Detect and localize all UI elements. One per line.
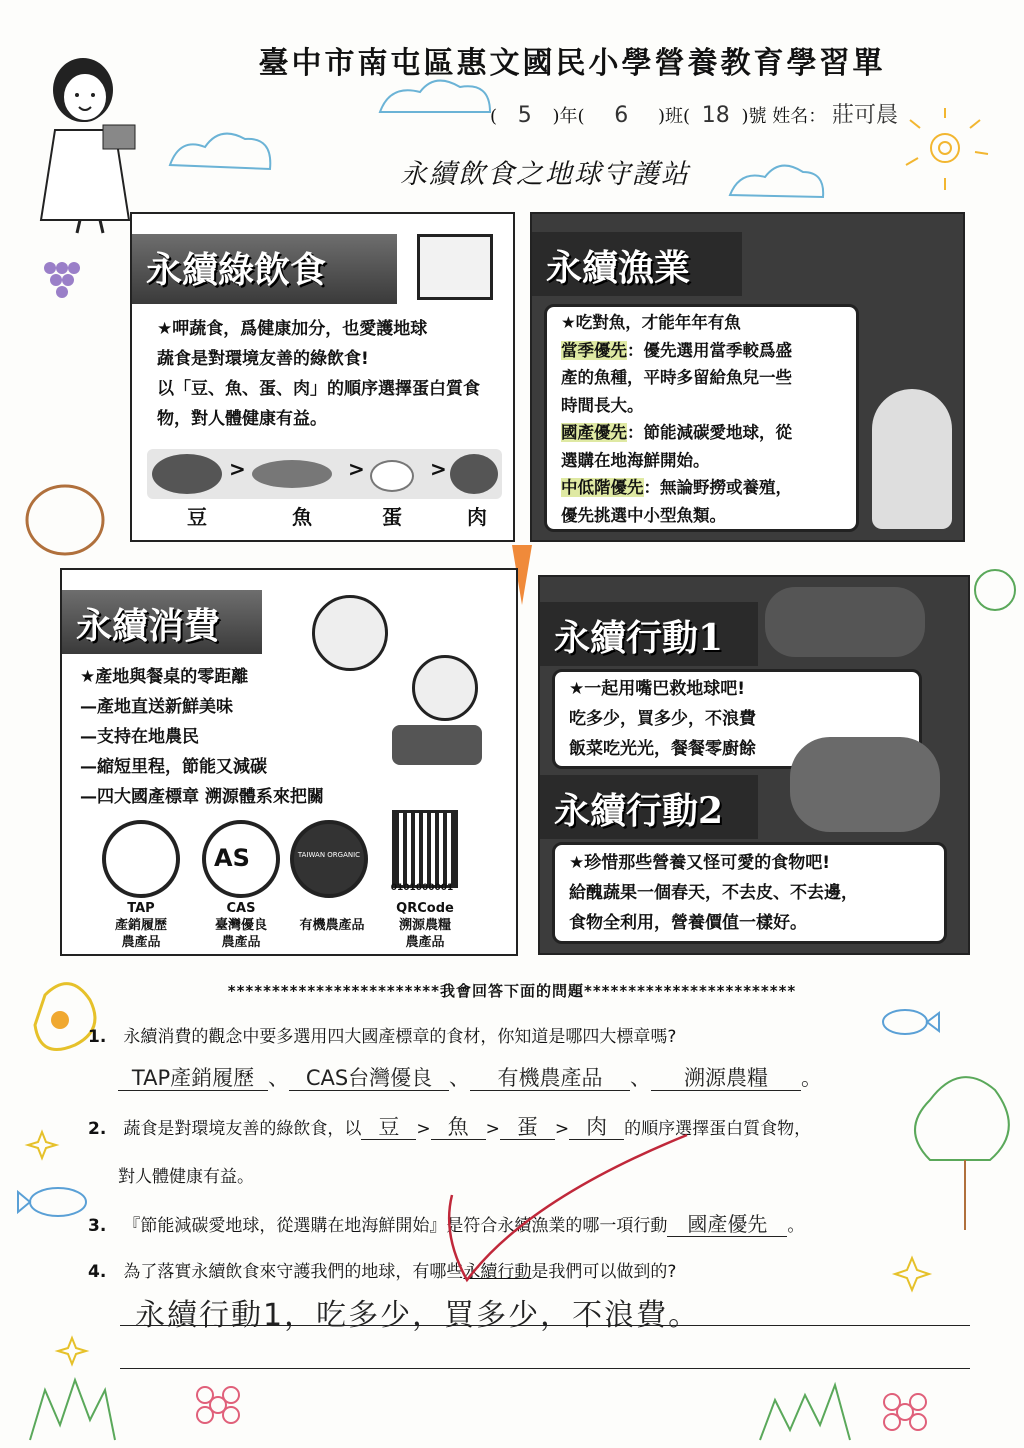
answer-line-1 xyxy=(120,1325,970,1326)
fishery-panel xyxy=(530,212,965,542)
q1-sep-2: 、 xyxy=(449,1066,470,1090)
food-label-bean: 豆 xyxy=(187,505,207,529)
fishery-text-box xyxy=(544,304,859,532)
meat-food-icon xyxy=(450,454,498,494)
low-trophic-text: ：無論野撈或養殖， xyxy=(643,478,792,497)
fishery-line-1: ★吃對魚，才能年年有魚 xyxy=(561,313,741,332)
seat-number-label: )號 姓名： xyxy=(741,106,827,127)
cert-code-tap: TAP xyxy=(127,901,155,916)
qr-code-number: 0101000001 xyxy=(390,883,454,893)
arrow-2: > xyxy=(348,457,365,481)
cloud-icon xyxy=(380,81,490,112)
question-1-number: 1. xyxy=(88,1027,107,1047)
arrow-3: > xyxy=(430,457,447,481)
ugly-vegetables-illustration xyxy=(790,737,940,832)
question-1 xyxy=(88,1025,676,1049)
fish-food-icon xyxy=(252,460,332,488)
q1-answer-3: 有機農產品 xyxy=(470,1066,630,1091)
grade-label: )年( xyxy=(552,106,585,127)
cas-logo-icon xyxy=(202,820,280,898)
sun-icon xyxy=(906,108,988,190)
low-trophic-key: 中低階優先 xyxy=(561,478,644,497)
q1-answer-4: 溯源農糧 xyxy=(651,1066,801,1091)
green-diet-banner: 永續綠飲食 xyxy=(132,234,397,304)
domestic-first-text: ：節能減碳愛地球，從 xyxy=(627,423,792,442)
consumption-line-1: ★產地與餐桌的零距離 xyxy=(80,667,249,687)
green-diet-line-1: ★呷蔬食，爲健康加分，也愛護地球 xyxy=(157,319,428,339)
question-4-text-b: 是我們可以做到的? xyxy=(531,1262,677,1282)
q2-arrow-2: > xyxy=(485,1119,500,1139)
q1-sep-1: 、 xyxy=(268,1066,289,1090)
cert-label-tap-1: 產銷履歷 xyxy=(114,918,167,933)
cert-label-organic: 有機農產品 xyxy=(299,918,365,933)
class-value: 6 xyxy=(614,103,629,128)
food-label-egg: 蛋 xyxy=(382,505,402,529)
class-label: )班( xyxy=(658,106,691,127)
q2-answer-2: 魚 xyxy=(431,1115,486,1140)
question-1-answers xyxy=(118,1066,822,1091)
answer-line-2 xyxy=(120,1368,970,1369)
food-label-meat: 肉 xyxy=(467,505,487,529)
action-2-line-1: ★珍惜那些營養又怪可愛的食物吧! xyxy=(569,853,830,873)
cert-label-qr-2: 農產品 xyxy=(405,935,445,950)
fishery-line-6: 選購在地海鮮開始。 xyxy=(561,450,710,470)
tap-logo-icon xyxy=(102,820,180,898)
question-3-number: 3. xyxy=(88,1216,107,1236)
action-2-line-2: 給醜蔬果一個春天，不去皮、不去邊， xyxy=(569,883,858,903)
cas-logo-mark: AS xyxy=(214,844,250,872)
q1-answer-1: TAP產銷履歷 xyxy=(118,1066,268,1091)
tree-icon xyxy=(915,1077,1009,1230)
cert-label-tap-2: 農產品 xyxy=(121,935,161,950)
q2-arrow-1: > xyxy=(416,1119,431,1139)
action-2-text-box xyxy=(552,842,947,944)
action-2-line-3: 食物全利用，營養價值一樣好。 xyxy=(569,913,807,933)
girl-illustration xyxy=(872,389,952,529)
egg-food-icon xyxy=(370,460,414,492)
cloud-icon xyxy=(730,166,823,197)
organic-logo-mark: TAIWAN ORGANIC xyxy=(297,851,361,859)
student-name-value: 莊可晨 xyxy=(832,103,899,128)
consumption-line-5: —四大國產標章 溯源體系來把關 xyxy=(80,787,324,807)
consumption-line-3: —支持在地農民 xyxy=(80,727,199,747)
question-2-number: 2. xyxy=(88,1119,107,1139)
consumption-line-2: —產地直送新鮮美味 xyxy=(80,697,233,717)
q4-answer: 永續行動1，吃多少，買多少，不浪費。 xyxy=(135,1298,701,1333)
green-diet-line-3: 以「豆、魚、蛋、肉」的順序選擇蛋白質食 xyxy=(157,379,480,399)
domestic-first-key: 國產優先 xyxy=(561,423,627,442)
question-2-text-b: 的順序選擇蛋白質食物， xyxy=(624,1119,812,1139)
cloud-icon xyxy=(170,134,270,169)
worksheet-title: 臺中市南屯區惠文國民小學營養教育學習單 xyxy=(258,46,886,81)
seasonal-first-text: ：優先選用當季較爲盛 xyxy=(627,340,792,360)
question-1-text: 永續消費的觀念中要多選用四大國產標章的食材，你知道是哪四大標章嗎? xyxy=(123,1027,677,1047)
question-3-text: 『節能減碳愛地球，從選購在地海鮮開始』是符合永續漁業的哪一項行動 xyxy=(123,1216,668,1236)
grass-icon xyxy=(760,1385,850,1440)
q3-answer: 國產優先 xyxy=(667,1212,787,1237)
action-1-line-3: 飯菜吃光光，餐餐零廚餘 xyxy=(569,739,756,759)
fishery-banner: 永續漁業 xyxy=(532,232,742,296)
cert-label-cas-1: 臺灣優良 xyxy=(214,918,267,933)
consumption-line-4: —縮短里程，節能又減碳 xyxy=(80,757,267,777)
q1-answer-2: CAS台灣優良 xyxy=(289,1066,449,1091)
green-diet-line-4: 物，對人體健康有益。 xyxy=(157,409,327,429)
cert-code-cas: CAS xyxy=(226,901,256,916)
q2-answer-1: 豆 xyxy=(361,1115,416,1140)
green-diet-panel xyxy=(130,212,515,542)
question-4-text-underlined: 永續行動 xyxy=(463,1262,532,1282)
grapes-icon xyxy=(44,262,80,298)
questions-divider: ************************我會回答下面的問題************************ xyxy=(227,982,797,1000)
question-2-text-a: 蔬食是對環境友善的綠飲食，以 xyxy=(123,1119,362,1139)
question-4-number: 4. xyxy=(88,1262,107,1282)
tofu-plate-icon xyxy=(152,454,222,494)
tree-icon xyxy=(975,570,1015,610)
question-3-end: 。 xyxy=(787,1216,805,1236)
grass-icon xyxy=(30,1380,115,1440)
q1-sep-3: 、 xyxy=(630,1066,651,1090)
cert-label-cas-2: 農產品 xyxy=(221,935,261,950)
question-4-text-a: 為了落實永續飲食來守護我們的地球，有哪些 xyxy=(123,1262,464,1282)
children-illustration xyxy=(765,587,925,657)
cert-label-qr-1: 溯源農糧 xyxy=(398,918,451,933)
worksheet-subtitle: 永續飲食之地球守護站 xyxy=(400,159,690,190)
farmer-illustration xyxy=(302,585,502,775)
question-2-text-c: 對人體健康有益。 xyxy=(118,1167,254,1187)
tofu-icon xyxy=(417,234,493,300)
q2-answer-4: 肉 xyxy=(569,1115,624,1140)
consumption-banner: 永續消費 xyxy=(62,590,262,654)
food-label-fish: 魚 xyxy=(292,505,312,529)
grading-check-mark xyxy=(440,1125,700,1285)
fishery-line-8: 優先挑選中小型魚類。 xyxy=(561,505,726,525)
q2-arrow-3: > xyxy=(554,1119,570,1139)
student-info-line xyxy=(490,98,898,129)
arrow-1: > xyxy=(229,457,246,481)
action-1-line-2: 吃多少，買多少，不浪費 xyxy=(569,709,756,729)
q1-end: 。 xyxy=(801,1066,822,1090)
organic-logo-icon xyxy=(290,820,368,898)
seat-number-value: 18 xyxy=(701,103,730,128)
action-1-banner: 永續行動1 xyxy=(540,602,758,666)
actions-panel xyxy=(538,575,970,955)
fishery-line-3: 產的魚種，平時多留給魚兒一些 xyxy=(561,368,792,387)
consumption-panel xyxy=(60,568,518,956)
bread-icon xyxy=(27,486,103,554)
grade-value: 5 xyxy=(517,103,532,128)
action-2-banner: 永續行動2 xyxy=(540,775,758,839)
action-1-line-1: ★一起用嘴巴救地球吧! xyxy=(569,679,745,699)
qr-code-icon xyxy=(392,810,458,888)
q2-answer-3: 蛋 xyxy=(500,1115,555,1140)
flower-icon xyxy=(197,1387,926,1430)
green-diet-line-2: 蔬食是對環境友善的綠飲食! xyxy=(157,349,369,369)
fishery-line-4: 時間長大。 xyxy=(561,395,644,415)
cert-code-qr: QRCode xyxy=(396,901,454,916)
seasonal-first-key: 當季優先 xyxy=(561,340,627,360)
grade-open: ( xyxy=(490,106,498,127)
